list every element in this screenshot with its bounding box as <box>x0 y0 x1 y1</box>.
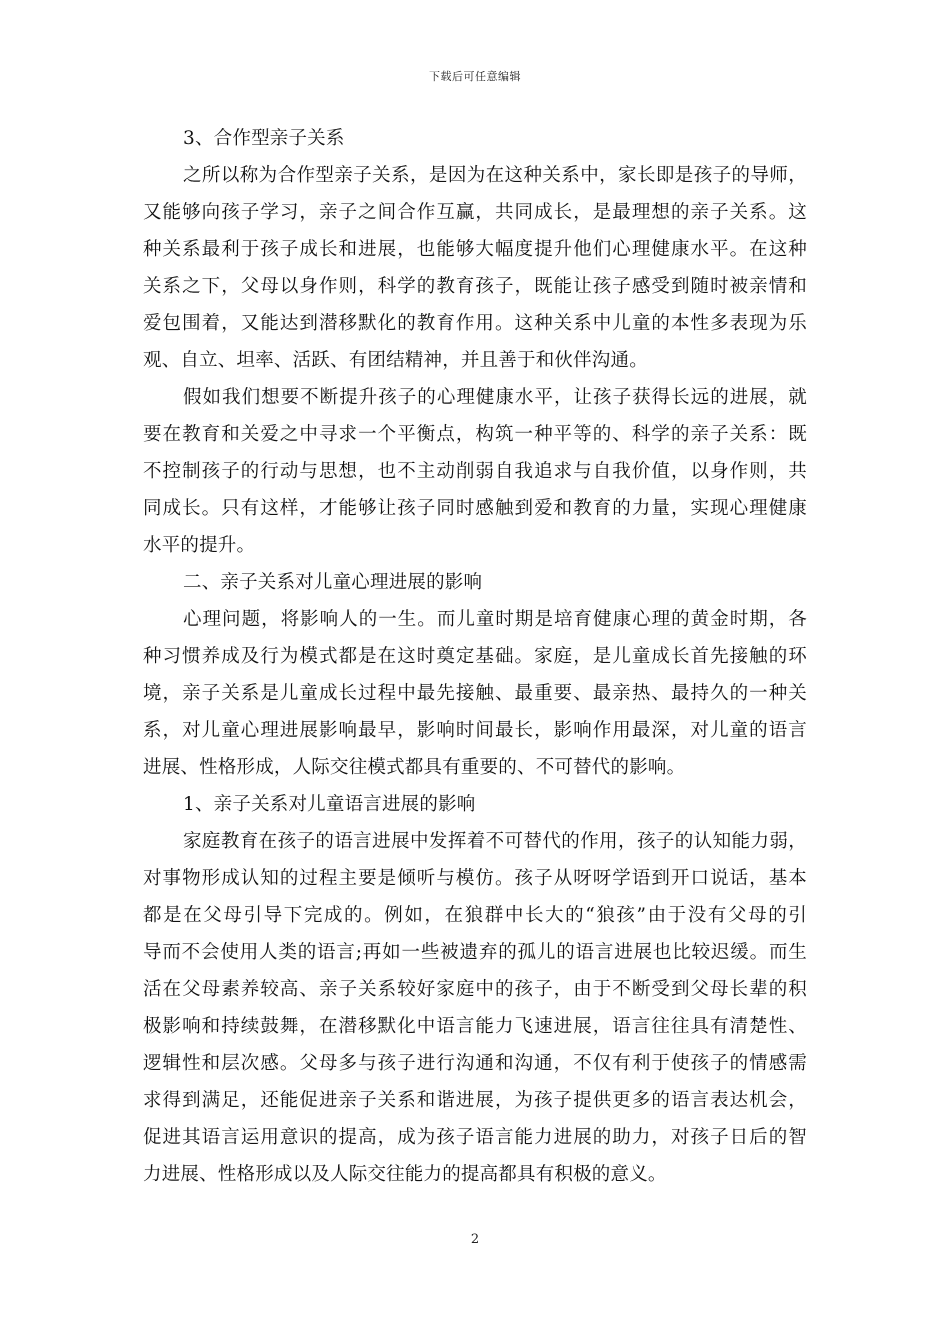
text-line: 水平的提升。 <box>143 535 256 556</box>
text-line: 同成长。只有这样，才能够让孩子同时感触到爱和教育的力量，实现心理健康 <box>143 498 807 519</box>
text-line: 之所以称为合作型亲子关系，是因为在这种关系中，家长即是孩子的导师， <box>183 165 807 186</box>
text-line: 3、合作型亲子关系 <box>183 128 345 149</box>
text-line: 关系之下，父母以身作则，科学的教育孩子，既能让孩子感受到随时被亲情和 <box>143 276 807 297</box>
text-line: 进展、性格形成，人际交往模式都具有重要的、不可替代的影响。 <box>143 757 686 778</box>
text-line: 1、亲子关系对儿童语言进展的影响 <box>183 794 476 815</box>
text-line: 系，对儿童心理进展影响最早，影响时间最长，影响作用最深，对儿童的语言 <box>143 720 807 741</box>
text-line: 心理问题，将影响人的一生。而儿童时期是培育健康心理的黄金时期，各 <box>183 609 807 630</box>
text-line: 力进展、性格形成以及人际交往能力的提高都具有积极的意义。 <box>143 1164 667 1185</box>
text-line: 观、自立、坦率、活跃、有团结精神，并且善于和伙伴沟通。 <box>143 350 648 371</box>
text-line: 活在父母素养较高、亲子关系较好家庭中的孩子，由于不断受到父母长辈的积 <box>143 979 807 1000</box>
text-line: 不控制孩子的行动与思想，也不主动削弱自我追求与自我价值，以身作则，共 <box>143 461 807 482</box>
document-body <box>143 120 807 1193</box>
text-line: 假如我们想要不断提升孩子的心理健康水平，让孩子获得长远的进展，就 <box>183 387 807 408</box>
text-line: 种习惯养成及行为模式都是在这时奠定基础。家庭，是儿童成长首先接触的环 <box>143 646 807 667</box>
text-line: 种关系最利于孩子成长和进展，也能够大幅度提升他们心理健康水平。在这种 <box>143 239 807 260</box>
text-line: 都是在父母引导下完成的。例如，在狼群中长大的“狼孩”由于没有父母的引 <box>143 905 807 926</box>
text-line: 逻辑性和层次感。父母多与孩子进行沟通和沟通，不仅有利于使孩子的情感需 <box>143 1053 807 1074</box>
text-line: 要在教育和关爱之中寻求一个平衡点，构筑一种平等的、科学的亲子关系：既 <box>143 424 807 445</box>
page-number: 2 <box>470 1232 480 1247</box>
text-line: 又能够向孩子学习，亲子之间合作互赢，共同成长，是最理想的亲子关系。这 <box>143 202 807 223</box>
text-line: 二、亲子关系对儿童心理进展的影响 <box>183 572 483 593</box>
text-line: 极影响和持续鼓舞，在潜移默化中语言能力飞速进展，语言往往具有清楚性、 <box>143 1016 807 1037</box>
text-line: 促进其语言运用意识的提高，成为孩子语言能力进展的助力，对孩子日后的智 <box>143 1127 807 1148</box>
text-line: 境，亲子关系是儿童成长过程中最先接触、最重要、最亲热、最持久的一种关 <box>143 683 807 704</box>
text-line: 求得到满足，还能促进亲子关系和谐进展，为孩子提供更多的语言表达机会， <box>143 1090 807 1111</box>
text-line: 家庭教育在孩子的语言进展中发挥着不可替代的作用，孩子的认知能力弱， <box>183 831 807 852</box>
text-line: 对事物形成认知的过程主要是倾听与模仿。孩子从呀呀学语到开口说话，基本 <box>143 868 807 889</box>
text-line: 爱包围着，又能达到潜移默化的教育作用。这种关系中儿童的本性多表现为乐 <box>143 313 807 334</box>
text-line: 导而不会使用人类的语言;再如一些被遗弃的孤儿的语言进展也比较迟缓。而生 <box>143 942 807 963</box>
header-note: 下载后可任意编辑 <box>429 70 521 83</box>
